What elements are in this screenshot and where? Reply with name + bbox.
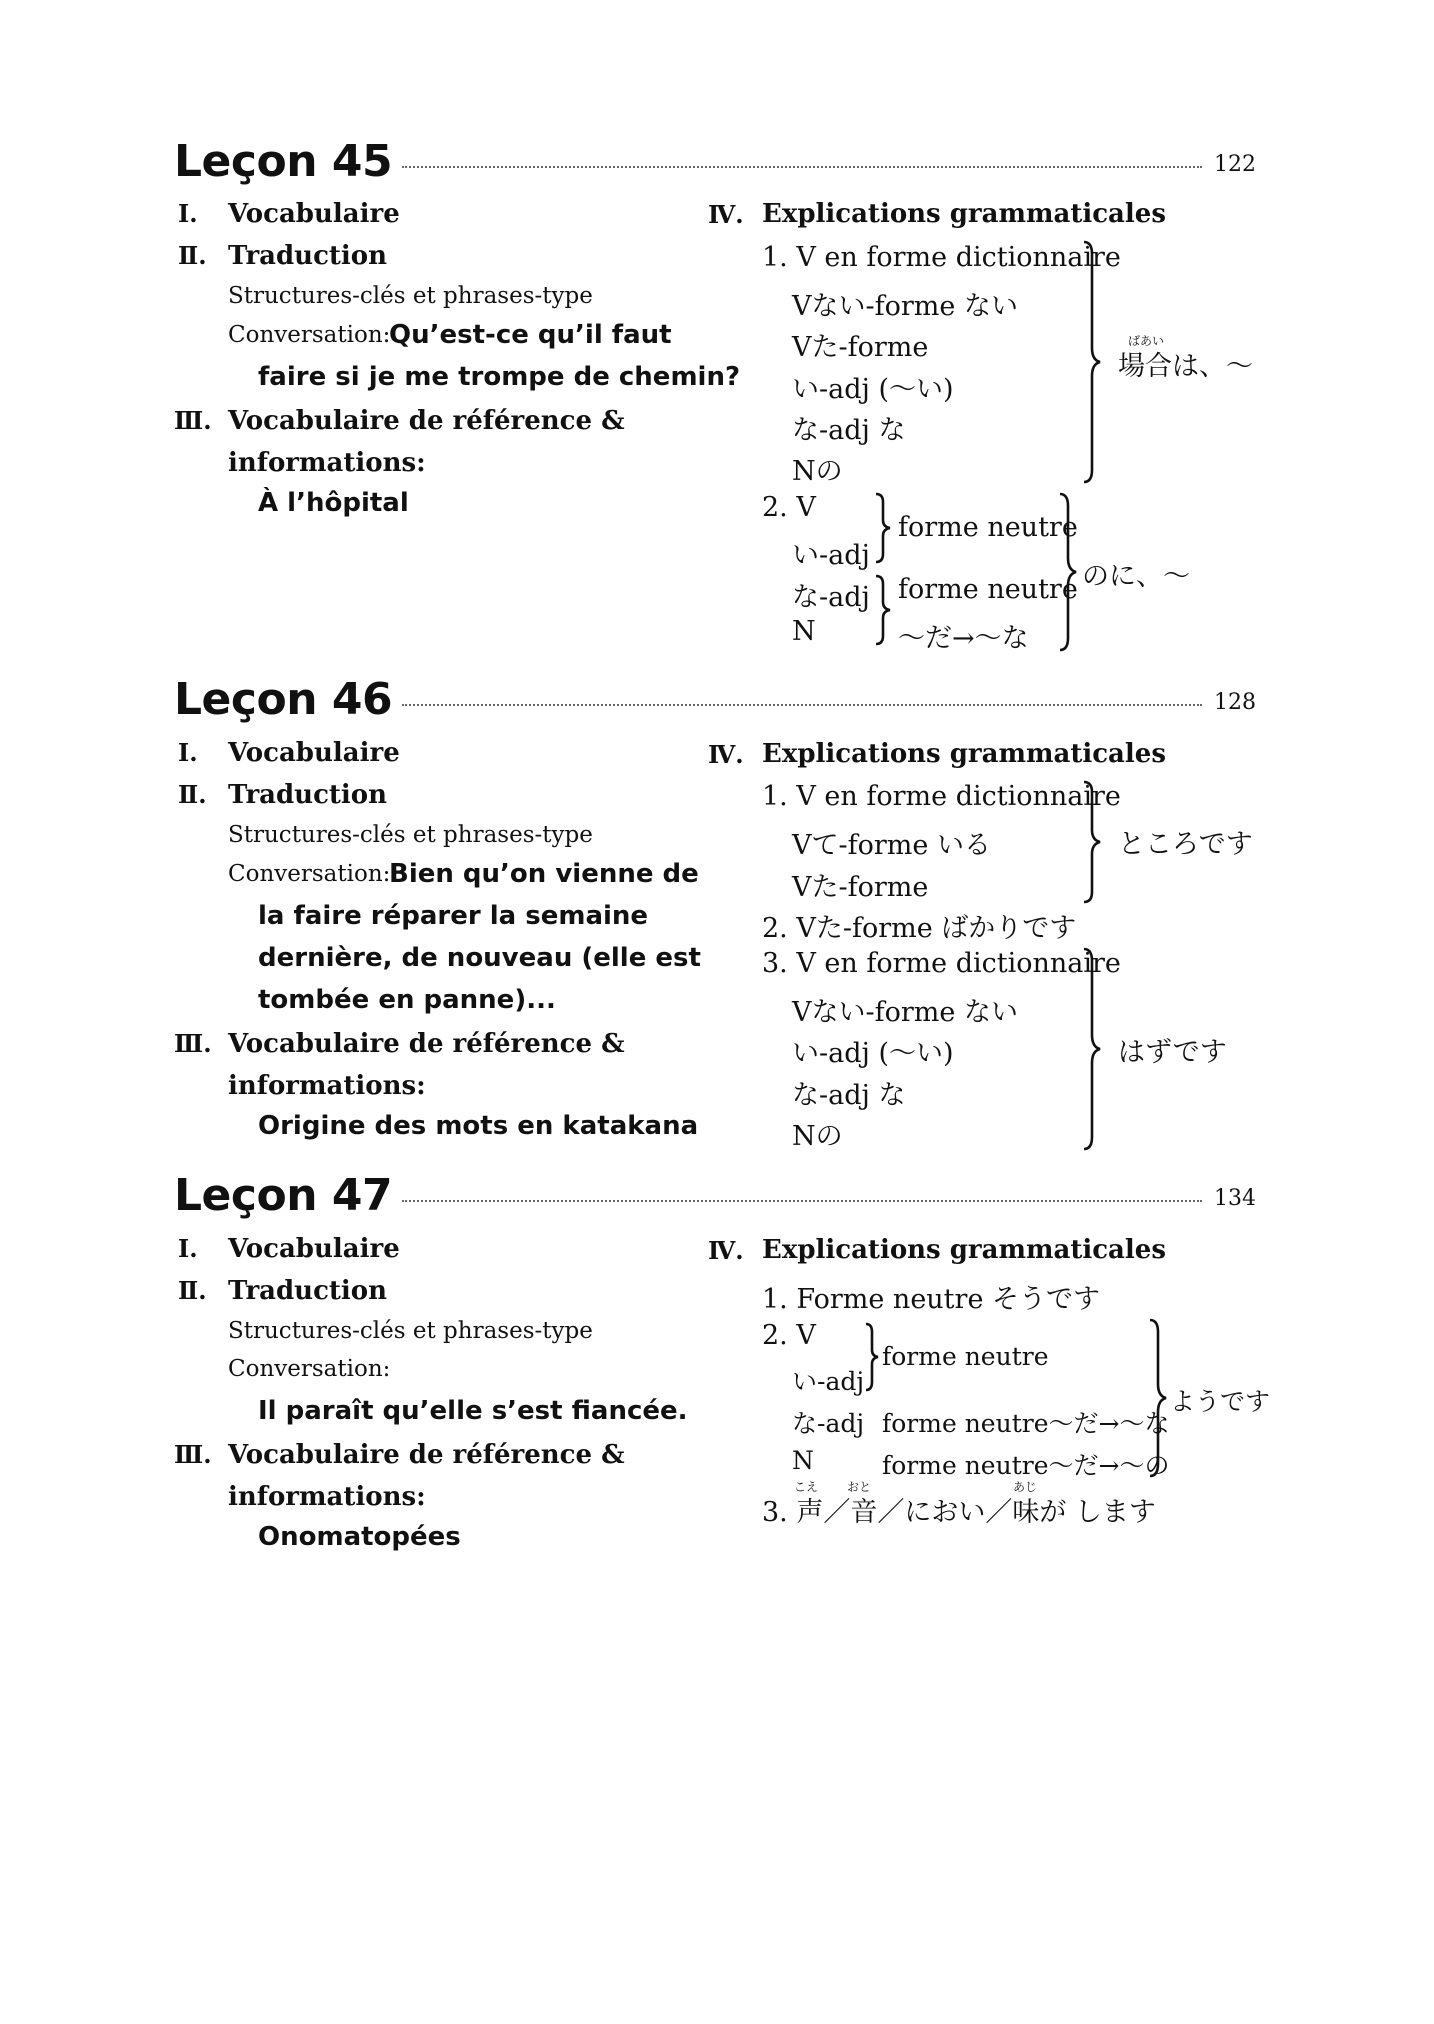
- grammar-item: な-adj: [792, 582, 870, 613]
- conversation-title: tombée en panne)...: [258, 985, 556, 1015]
- grammar-item: 1. V en forme dictionnaire: [762, 242, 1121, 273]
- section-number: Ⅱ.: [178, 1276, 207, 1305]
- grammar-result: ようです: [1170, 1387, 1271, 1416]
- section-number: Ⅳ.: [708, 1236, 744, 1265]
- section-translation: Traduction: [228, 1276, 388, 1306]
- conversation-title: dernière, de nouveau (elle est: [258, 943, 701, 973]
- section-number: Ⅰ.: [178, 1234, 198, 1263]
- section-number: Ⅲ.: [174, 1440, 212, 1469]
- grammar-item: ～だ→～な: [898, 623, 1029, 654]
- brace-right: [864, 1322, 880, 1392]
- conversation-label: Conversation:: [228, 1356, 391, 1382]
- section-number: Ⅰ.: [178, 738, 198, 767]
- furigana: あじ: [1013, 1480, 1038, 1494]
- grammar-item: 3. 声／音／におい／味が します: [762, 1497, 1156, 1528]
- brace-right: [1058, 492, 1080, 652]
- page-number: 128: [1214, 690, 1256, 715]
- section-reference: Vocabulaire de référence &: [228, 1440, 625, 1470]
- grammar-result: 場合は、～: [1118, 351, 1253, 382]
- grammar-item: Vて-forme いる: [792, 830, 991, 861]
- grammar-item: 1. Forme neutre そうです: [762, 1284, 1101, 1315]
- brace-right: [874, 574, 894, 646]
- conversation-title: Il paraît qu’elle s’est fiancée.: [258, 1396, 688, 1426]
- grammar-result: ところです: [1118, 829, 1253, 860]
- section-grammar: Explications grammaticales: [762, 739, 1166, 769]
- grammar-result: はずです: [1118, 1037, 1227, 1068]
- section-reference: informations:: [228, 1071, 426, 1101]
- furigana: ばあい: [1128, 334, 1165, 348]
- conversation-label: Conversation:: [228, 322, 391, 348]
- brace-right: [1148, 1318, 1170, 1478]
- section-vocabulary: Vocabulaire: [228, 738, 400, 768]
- leader-dots: [402, 704, 1202, 706]
- structures-label: Structures-clés et phrases-type: [228, 822, 593, 848]
- brace-right: [874, 492, 894, 564]
- grammar-item: N: [792, 616, 816, 647]
- section-grammar: Explications grammaticales: [762, 199, 1166, 229]
- grammar-item: い-adj: [792, 540, 870, 571]
- section-reference: Vocabulaire de référence &: [228, 406, 625, 436]
- grammar-item: な-adj: [792, 1409, 865, 1438]
- grammar-item: 3. V en forme dictionnaire: [762, 948, 1121, 979]
- grammar-item: Vた-forme: [792, 332, 929, 363]
- section-number: Ⅰ.: [178, 199, 198, 228]
- brace-right: [1082, 947, 1102, 1151]
- section-number: Ⅳ.: [708, 740, 744, 769]
- grammar-item: N: [792, 1446, 814, 1475]
- grammar-item: 1. V en forme dictionnaire: [762, 781, 1121, 812]
- section-translation: Traduction: [228, 241, 388, 271]
- grammar-item: forme neutre: [882, 1342, 1049, 1371]
- grammar-item: い-adj: [792, 1367, 865, 1396]
- grammar-item: Vない-forme ない: [792, 997, 1018, 1028]
- grammar-item: forme neutre～だ→～の: [882, 1451, 1170, 1480]
- grammar-item: 2. V: [762, 1320, 816, 1351]
- grammar-item: な-adj な: [792, 1080, 906, 1111]
- conversation-title: la faire réparer la semaine: [258, 901, 649, 931]
- section-number: Ⅳ.: [708, 200, 744, 229]
- reference-topic: Origine des mots en katakana: [258, 1111, 699, 1141]
- grammar-item: forme neutre: [898, 574, 1078, 605]
- section-number: Ⅱ.: [178, 780, 207, 809]
- page-number: 122: [1214, 152, 1256, 177]
- grammar-item: Nの: [792, 1121, 843, 1152]
- conversation-label: Conversation:: [228, 861, 391, 887]
- lesson-title: Leçon 45: [174, 136, 393, 187]
- grammar-item: Nの: [792, 456, 843, 487]
- brace-right: [1082, 240, 1102, 484]
- furigana: こえ: [794, 1480, 819, 1494]
- lesson-title: Leçon 46: [174, 674, 393, 725]
- grammar-item: 2. V: [762, 492, 816, 523]
- section-vocabulary: Vocabulaire: [228, 1234, 400, 1264]
- grammar-item: 2. Vた-forme ばかりです: [762, 913, 1077, 944]
- conversation-title: Qu’est-ce qu’il faut: [389, 320, 672, 350]
- leader-dots: [402, 166, 1202, 168]
- conversation-title: Bien qu’on vienne de: [389, 859, 699, 889]
- section-number: Ⅲ.: [174, 406, 212, 435]
- leader-dots: [402, 1200, 1202, 1202]
- structures-label: Structures-clés et phrases-type: [228, 1318, 593, 1344]
- reference-topic: Onomatopées: [258, 1522, 461, 1552]
- conversation-title: faire si je me trompe de chemin?: [258, 362, 741, 392]
- grammar-item: い-adj (～い): [792, 1038, 954, 1069]
- section-reference: Vocabulaire de référence &: [228, 1029, 625, 1059]
- grammar-item: い-adj (～い): [792, 374, 954, 405]
- brace-right: [1082, 780, 1102, 904]
- grammar-item: forme neutre: [898, 512, 1078, 543]
- section-translation: Traduction: [228, 780, 388, 810]
- page-number: 134: [1214, 1186, 1256, 1211]
- section-number: Ⅱ.: [178, 241, 207, 270]
- grammar-item: Vない-forme ない: [792, 291, 1018, 322]
- grammar-item: な-adj な: [792, 415, 906, 446]
- grammar-item: forme neutre～だ→～な: [882, 1409, 1170, 1438]
- structures-label: Structures-clés et phrases-type: [228, 283, 593, 309]
- reference-topic: À l’hôpital: [258, 488, 409, 518]
- section-number: Ⅲ.: [174, 1029, 212, 1058]
- section-grammar: Explications grammaticales: [762, 1235, 1166, 1265]
- lesson-title: Leçon 47: [174, 1170, 393, 1221]
- section-reference: informations:: [228, 448, 426, 478]
- section-reference: informations:: [228, 1482, 426, 1512]
- section-vocabulary: Vocabulaire: [228, 199, 400, 229]
- furigana: おと: [847, 1480, 872, 1494]
- grammar-item: Vた-forme: [792, 872, 929, 903]
- grammar-result: のに、～: [1082, 561, 1190, 592]
